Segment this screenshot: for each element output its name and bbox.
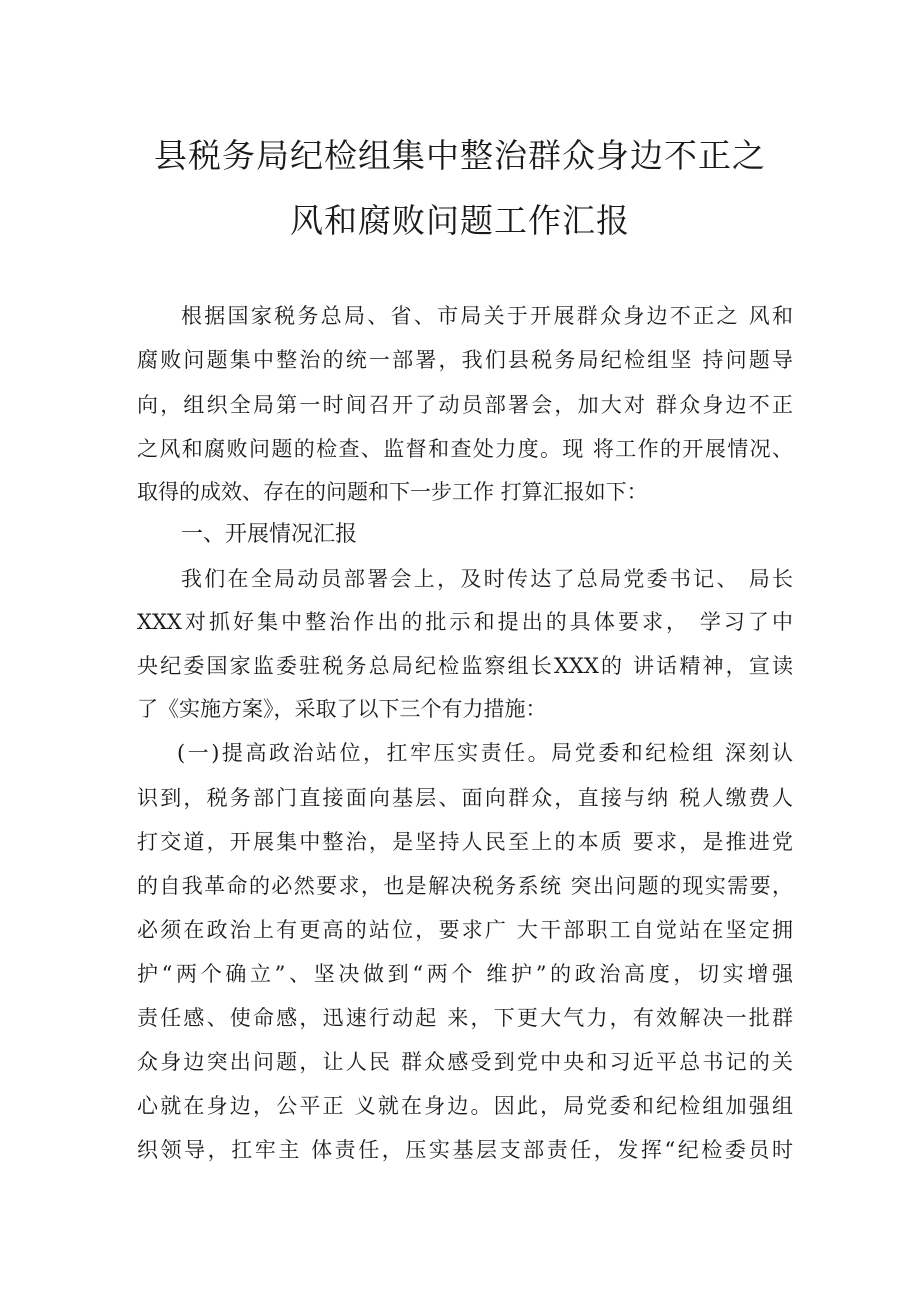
subsection-line: 众身边突出问题，让人民 群众感受到党中央和习近平总书记的关 <box>137 1050 793 1074</box>
intro-line: 向，组织全局第一时间召开了动员部署会，加大对 群众身边不正 <box>137 393 793 417</box>
subsection-line: 的自我革命的必然要求，也是解决税务系统 突出问题的现实需要， <box>137 874 793 898</box>
section-line: 了《实施方案》，采取了以下三个有力措施： <box>137 697 547 721</box>
document-title-line-1: 县税务局纪检组集中整治群众身边不正之 <box>154 136 766 175</box>
intro-line: 取得的成效、存在的问题和下一步工作 打算汇报如下： <box>137 480 648 504</box>
section-line: 我们在全局动员部署会上，及时传达了总局党委书记、 局长 <box>181 567 793 591</box>
section-line: 央纪委国家监委驻税务总局纪检监察组长XXX的 讲话精神，宣读 <box>137 654 793 678</box>
subsection-line: 必须在政治上有更高的站位，要求广 大干部职工自觉站在坚定拥 <box>137 918 793 942</box>
subsection-line: 护“两个确立”、坚决做到“两个 维护”的政治高度，切实增强 <box>137 962 793 986</box>
subsection-line: 心就在身边，公平正 义就在身边。因此，局党委和纪检组加强组 <box>137 1094 793 1118</box>
intro-line: 腐败问题集中整治的统一部署，我们县税务局纪检组坚 持问题导 <box>137 348 793 372</box>
section-line: XXX对抓好集中整治作出的批示和提出的具体要求， 学习了中 <box>137 610 793 634</box>
section-heading: 一、开展情况汇报 <box>181 522 358 547</box>
subsection-line: 识到，税务部门直接面向基层、面向群众，直接与纳 税人缴费人 <box>137 786 793 810</box>
subsection-line: 织领导，扛牢主 体责任，压实基层支部责任，发挥“纪检委员时 <box>137 1138 793 1162</box>
document-title-line-2: 风和腐败问题工作汇报 <box>290 201 630 240</box>
subsection-line: 打交道，开展集中整治，是坚持人民至上的本质 要求，是推进党 <box>137 830 793 854</box>
intro-line: 根据国家税务总局、省、市局关于开展群众身边不正之 风和 <box>181 304 793 328</box>
subsection-line: (一)提高政治站位，扛牢压实责任。局党委和纪检组 深刻认 <box>177 741 793 765</box>
intro-line: 之风和腐败问题的检查、监督和查处力度。现 将工作的开展情况、 <box>137 437 793 461</box>
subsection-line: 责任感、使命感，迅速行动起 来，下更大气力，有效解决一批群 <box>137 1006 793 1030</box>
